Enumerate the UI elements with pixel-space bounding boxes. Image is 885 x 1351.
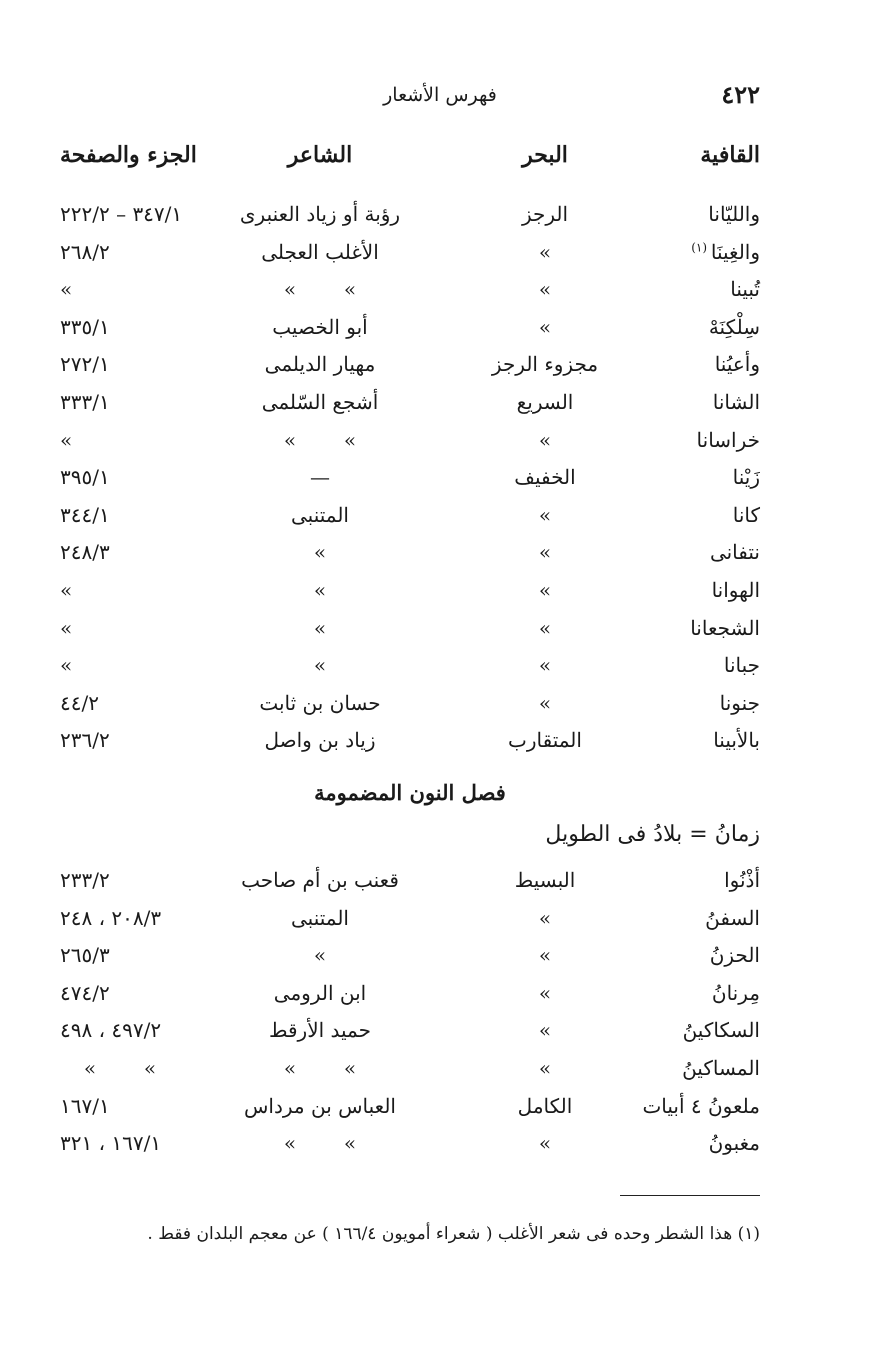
column-header-reference: الجزء والصفحة xyxy=(60,142,197,168)
rhyme-cell: مِرنانُ xyxy=(711,980,760,1005)
poet-cell: » xyxy=(313,653,327,678)
index-row xyxy=(60,540,760,576)
poet-cell: » xyxy=(313,578,327,602)
reference-cell: ٣٩٥/١ xyxy=(60,465,110,490)
rhyme-cell: مغبونُ xyxy=(708,1131,760,1156)
meter-cell: الكامل xyxy=(517,1093,573,1118)
reference-cell: ٤٧٤/٢ xyxy=(60,980,110,1005)
rhyme-cell: الحزنُ xyxy=(709,943,760,968)
index-row xyxy=(60,906,760,942)
page-number: ٤٢٢ xyxy=(721,80,760,109)
poet-cell: حميد الأرقط xyxy=(269,1018,371,1043)
reference-cell: ٢٣٦/٢ xyxy=(60,728,110,753)
rhyme-cell: جبانا xyxy=(723,653,760,678)
reference-cell xyxy=(60,1056,260,1080)
meter-cell: » xyxy=(538,427,552,452)
rhyme-cell: الشانا xyxy=(712,390,760,414)
meter-cell: » xyxy=(538,653,552,678)
rhyme-cell: جنونا xyxy=(719,690,760,715)
rhyme-cell: نتفانى xyxy=(709,540,760,565)
index-row xyxy=(60,691,760,727)
index-row xyxy=(60,277,760,313)
rhyme-cell: تُبينا xyxy=(730,277,760,302)
ditto-mark: » xyxy=(83,1056,97,1080)
poet-cell: قعنب بن أم صاحب xyxy=(241,868,399,892)
rhyme-cell: أذْنُوا xyxy=(724,868,760,892)
poet-cell: زياد بن واصل xyxy=(264,728,376,753)
rhyme-cell: خراسانا xyxy=(696,427,760,452)
rhyme-cell: الشجعانا xyxy=(690,615,760,640)
poet-cell: — xyxy=(310,465,330,490)
poet-cell: » xyxy=(313,540,327,565)
meter-cell: » xyxy=(538,502,552,527)
index-row xyxy=(60,352,760,388)
index-row xyxy=(60,1018,760,1054)
reference-cell: ٢٧٢/١ xyxy=(60,352,110,377)
meter-cell: » xyxy=(538,239,552,264)
index-row xyxy=(60,728,760,764)
footnote-marker: (١) xyxy=(691,239,711,254)
ditto-mark: » xyxy=(343,277,357,302)
reference-cell: ٣٤٧/١ – ٢٢٢/٢ xyxy=(60,202,183,226)
reference-cell: » xyxy=(60,277,73,302)
poet-cell: المتنبى xyxy=(291,502,349,527)
rhyme-cell: والليّانا xyxy=(708,202,760,226)
meter-cell: » xyxy=(538,1018,552,1043)
reference-cell: ٣٤٤/١ xyxy=(60,502,110,527)
index-row xyxy=(60,1056,760,1092)
footnote-divider xyxy=(620,1195,760,1196)
rhyme-cell: زَيْنا xyxy=(732,465,760,490)
reference-cell: » xyxy=(60,615,73,640)
index-row xyxy=(60,240,760,276)
index-row xyxy=(60,390,760,426)
meter-cell: » xyxy=(538,615,552,640)
index-row xyxy=(60,616,760,652)
cross-reference: زمانُ = بلادُ فى الطويل xyxy=(545,822,760,847)
poet-cell: أشجع السّلمى xyxy=(261,390,379,414)
meter-cell: » xyxy=(538,690,552,715)
rhyme-cell: سِلْكِنَهْ xyxy=(708,314,760,339)
index-row xyxy=(60,868,760,904)
poet-cell: مهيار الديلمى xyxy=(264,352,376,377)
poet-cell: ابن الرومى xyxy=(273,980,367,1005)
meter-cell: » xyxy=(538,540,552,565)
column-header-poet: الشاعر xyxy=(287,142,353,168)
ditto-mark: » xyxy=(283,1131,297,1156)
rhyme-cell: ملعونُ ٤ أبيات xyxy=(642,1093,760,1118)
index-row xyxy=(60,1131,760,1167)
index-row xyxy=(60,578,760,614)
index-row xyxy=(60,202,760,238)
column-headers xyxy=(60,142,760,178)
index-row xyxy=(60,653,760,689)
reference-cell: » xyxy=(60,578,73,602)
rhyme-cell: السكاكينُ xyxy=(682,1018,760,1043)
reference-cell: ٢٣٣/٢ xyxy=(60,868,110,892)
poet-cell: » xyxy=(313,943,327,968)
rhyme-cell: كانا xyxy=(732,502,760,527)
page-header xyxy=(60,80,760,114)
meter-cell: » xyxy=(538,1056,552,1080)
meter-cell: » xyxy=(538,905,552,930)
poet-cell: الأغلب العجلى xyxy=(261,239,379,264)
index-row xyxy=(60,1094,760,1130)
reference-cell: ١٦٧/١ ، ٣٢١ xyxy=(60,1131,162,1156)
meter-cell: الرجز xyxy=(521,202,569,226)
poet-cell: رؤبة أو زياد العنبرى xyxy=(239,202,401,226)
rhyme-cell: الهوانا xyxy=(711,578,760,602)
section-title: فصل النون المضمومة xyxy=(314,780,506,805)
meter-cell: » xyxy=(538,1131,552,1156)
reference-cell: » xyxy=(60,427,73,452)
poet-cell: العباس بن مرداس xyxy=(244,1093,396,1118)
poet-cell: أبو الخصيب xyxy=(272,314,368,339)
footnote: (١) هذا الشطر وحده فى شعر الأغلب ( شعراء أمويون ١٦٦/٤ ) عن معجم البلدان فقط . xyxy=(147,1224,760,1244)
reference-cell: ١٦٧/١ xyxy=(60,1093,110,1118)
ditto-mark: » xyxy=(283,1056,297,1080)
ditto-mark: » xyxy=(283,277,297,302)
meter-cell: المتقارب xyxy=(508,728,582,753)
running-title: فهرس الأشعار xyxy=(383,84,497,106)
rhyme-cell: وأعيُنا xyxy=(714,352,760,377)
index-row xyxy=(60,981,760,1017)
index-row xyxy=(60,943,760,979)
index-row xyxy=(60,465,760,501)
ditto-mark: » xyxy=(343,427,357,452)
reference-cell: ٣٣٥/١ xyxy=(60,314,110,339)
meter-cell: السريع xyxy=(516,390,574,414)
column-header-meter: البحر xyxy=(522,142,568,168)
reference-cell: ٢٦٥/٣ xyxy=(60,943,110,968)
rhyme-cell: والغِينَا $^{(١)}$ xyxy=(691,239,760,264)
reference-cell: ٤٤/٢ xyxy=(60,690,99,715)
rhyme-cell: السفنُ xyxy=(705,905,760,930)
meter-cell: البسيط xyxy=(514,868,576,892)
index-row xyxy=(60,503,760,539)
reference-cell: ٣٣٣/١ xyxy=(60,390,110,414)
meter-cell: » xyxy=(538,980,552,1005)
meter-cell: » xyxy=(538,277,552,302)
reference-cell: » xyxy=(60,653,73,678)
reference-cell: ٤٩٧/٢ ، ٤٩٨ xyxy=(60,1018,162,1043)
index-row xyxy=(60,428,760,464)
meter-cell: » xyxy=(538,578,552,602)
reference-cell: ٢٠٨/٣ ، ٢٤٨ xyxy=(60,905,162,930)
poet-cell: » xyxy=(313,615,327,640)
ditto-mark: » xyxy=(283,427,297,452)
poet-cell: حسان بن ثابت xyxy=(259,690,381,715)
reference-cell: ٢٤٨/٣ xyxy=(60,540,110,565)
ditto-mark: » xyxy=(343,1131,357,1156)
poet-cell: المتنبى xyxy=(291,905,349,930)
meter-cell: » xyxy=(538,943,552,968)
index-row xyxy=(60,315,760,351)
rhyme-cell: المساكينُ xyxy=(682,1056,760,1080)
column-header-rhyme: القافية xyxy=(700,142,760,168)
meter-cell: مجزوء الرجز xyxy=(491,352,599,377)
rhyme-cell: بالأبينا xyxy=(713,728,760,753)
meter-cell: الخفيف xyxy=(514,465,576,490)
ditto-mark: » xyxy=(343,1056,357,1080)
meter-cell: » xyxy=(538,314,552,339)
reference-cell: ٢٦٨/٢ xyxy=(60,239,110,264)
ditto-mark: » xyxy=(143,1056,157,1080)
